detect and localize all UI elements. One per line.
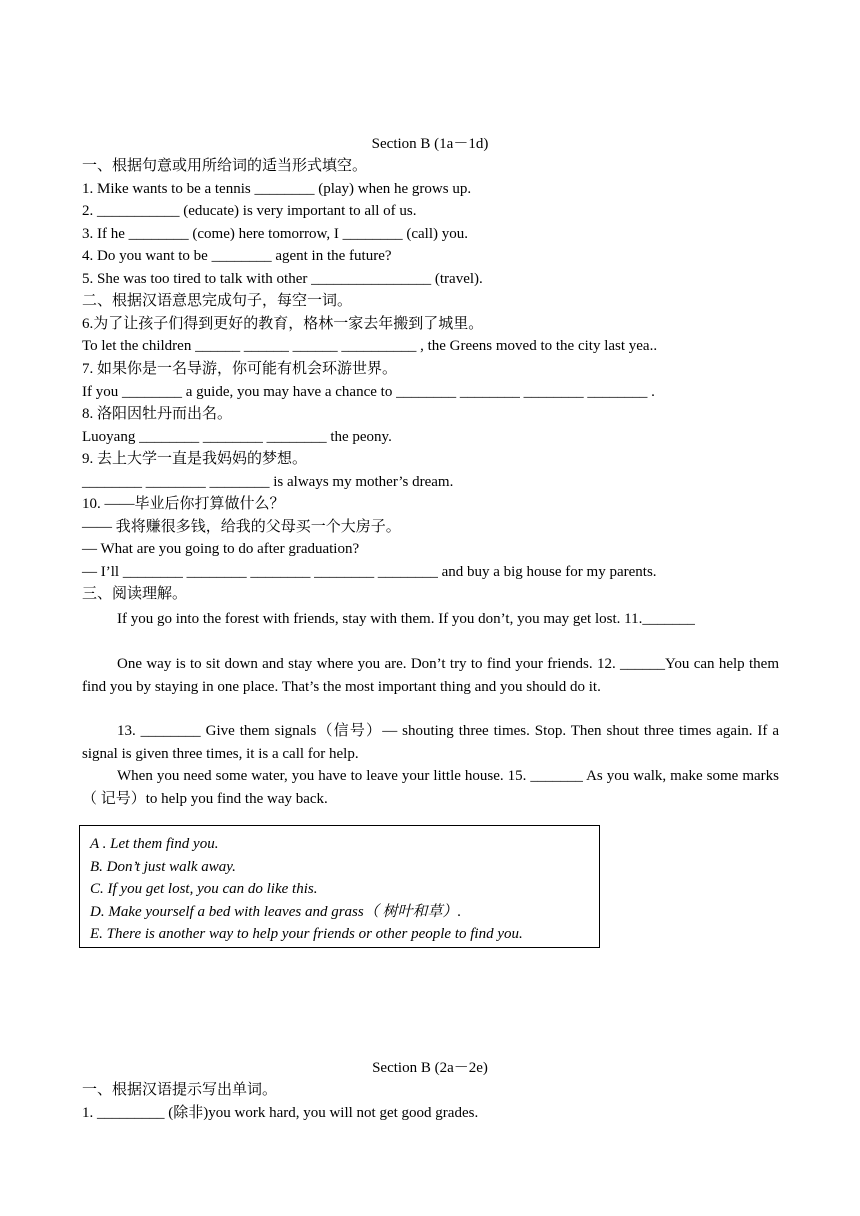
- passage-paragraph: When you need some water, you have to leave your little house. 15. _______ As you walk, make some marks（ 记号）to help you find the way back.: [82, 768, 779, 807]
- part-heading: 一、根据句意或用所给词的适当形式填空。: [82, 158, 368, 174]
- exercise-item: 2. ___________ (educate) is very important to all of us.: [82, 203, 417, 219]
- part-heading: 一、根据汉语提示写出单词。: [82, 1082, 278, 1098]
- exercise-item: 5. She was too tired to talk with other ________________ (travel).: [82, 271, 483, 287]
- exercise-line: If you ________ a guide, you may have a chance to ________ ________ ________ ________ .: [82, 384, 655, 400]
- option-a: A . Let them find you.: [90, 836, 219, 852]
- exercise-line: 9. 去上大学一直是我妈妈的梦想。: [82, 451, 308, 467]
- exercise-line: 10. ——毕业后你打算做什么？: [82, 496, 285, 512]
- exercise-line: — I’ll ________ ________ ________ ________ ________ and buy a big house for my parents.: [82, 564, 657, 580]
- exercise-item: 1. _________ (除非)you work hard, you will not get good grades.: [82, 1105, 479, 1121]
- exercise-line: — What are you going to do after graduation?: [82, 541, 360, 557]
- exercise-line: 6.为了让孩子们得到更好的教育，格林一家去年搬到了城里。: [82, 316, 484, 332]
- section-title: Section B (2a－2e): [372, 1060, 488, 1076]
- passage-paragraph: One way is to sit down and stay where you are. Don’t try to find your friends. 12. ______You can help them find you by staying in one place. That’s the most important thing and you should do it.: [82, 656, 779, 695]
- exercise-line: —— 我将赚很多钱，给我的父母买一个大房子。: [82, 519, 401, 535]
- exercise-line: Luoyang ________ ________ ________ the peony.: [82, 429, 392, 445]
- option-e: E. There is another way to help your friends or other people to find you.: [90, 926, 523, 942]
- option-d: D. Make yourself a bed with leaves and grass（ 树叶和草）.: [90, 903, 462, 920]
- exercise-item: 4. Do you want to be ________ agent in the future?: [82, 248, 392, 264]
- part-heading: 三、阅读理解。: [82, 586, 188, 602]
- passage-paragraph: 13. ________ Give them signals（信号）— shouting three times. Stop. Then shout three times again. If a signal is given three times, it is a call for help.: [82, 723, 779, 762]
- exercise-line: ________ ________ ________ is always my mother’s dream.: [82, 474, 454, 490]
- section-title: Section B (1a－1d): [371, 136, 489, 152]
- option-c: C. If you get lost, you can do like this.: [90, 881, 318, 897]
- options-box: [79, 825, 600, 948]
- exercise-line: 8. 洛阳因牡丹而出名。: [82, 406, 233, 422]
- exercise-line: To let the children ______ ______ ______ __________ , the Greens moved to the city last yea..: [82, 338, 658, 354]
- passage-paragraph: If you go into the forest with friends, stay with them. If you don’t, you may get lost. 11._______: [117, 611, 695, 627]
- exercise-item: 3. If he ________ (come) here tomorrow, I ________ (call) you.: [82, 226, 469, 242]
- option-b: B. Don’t just walk away.: [90, 858, 236, 875]
- part-heading: 二、根据汉语意思完成句子，每空一词。: [82, 293, 353, 309]
- exercise-line: 7. 如果你是一名导游，你可能有机会环游世界。: [82, 361, 398, 377]
- exercise-item: 1. Mike wants to be a tennis ________ (play) when he grows up.: [82, 181, 472, 197]
